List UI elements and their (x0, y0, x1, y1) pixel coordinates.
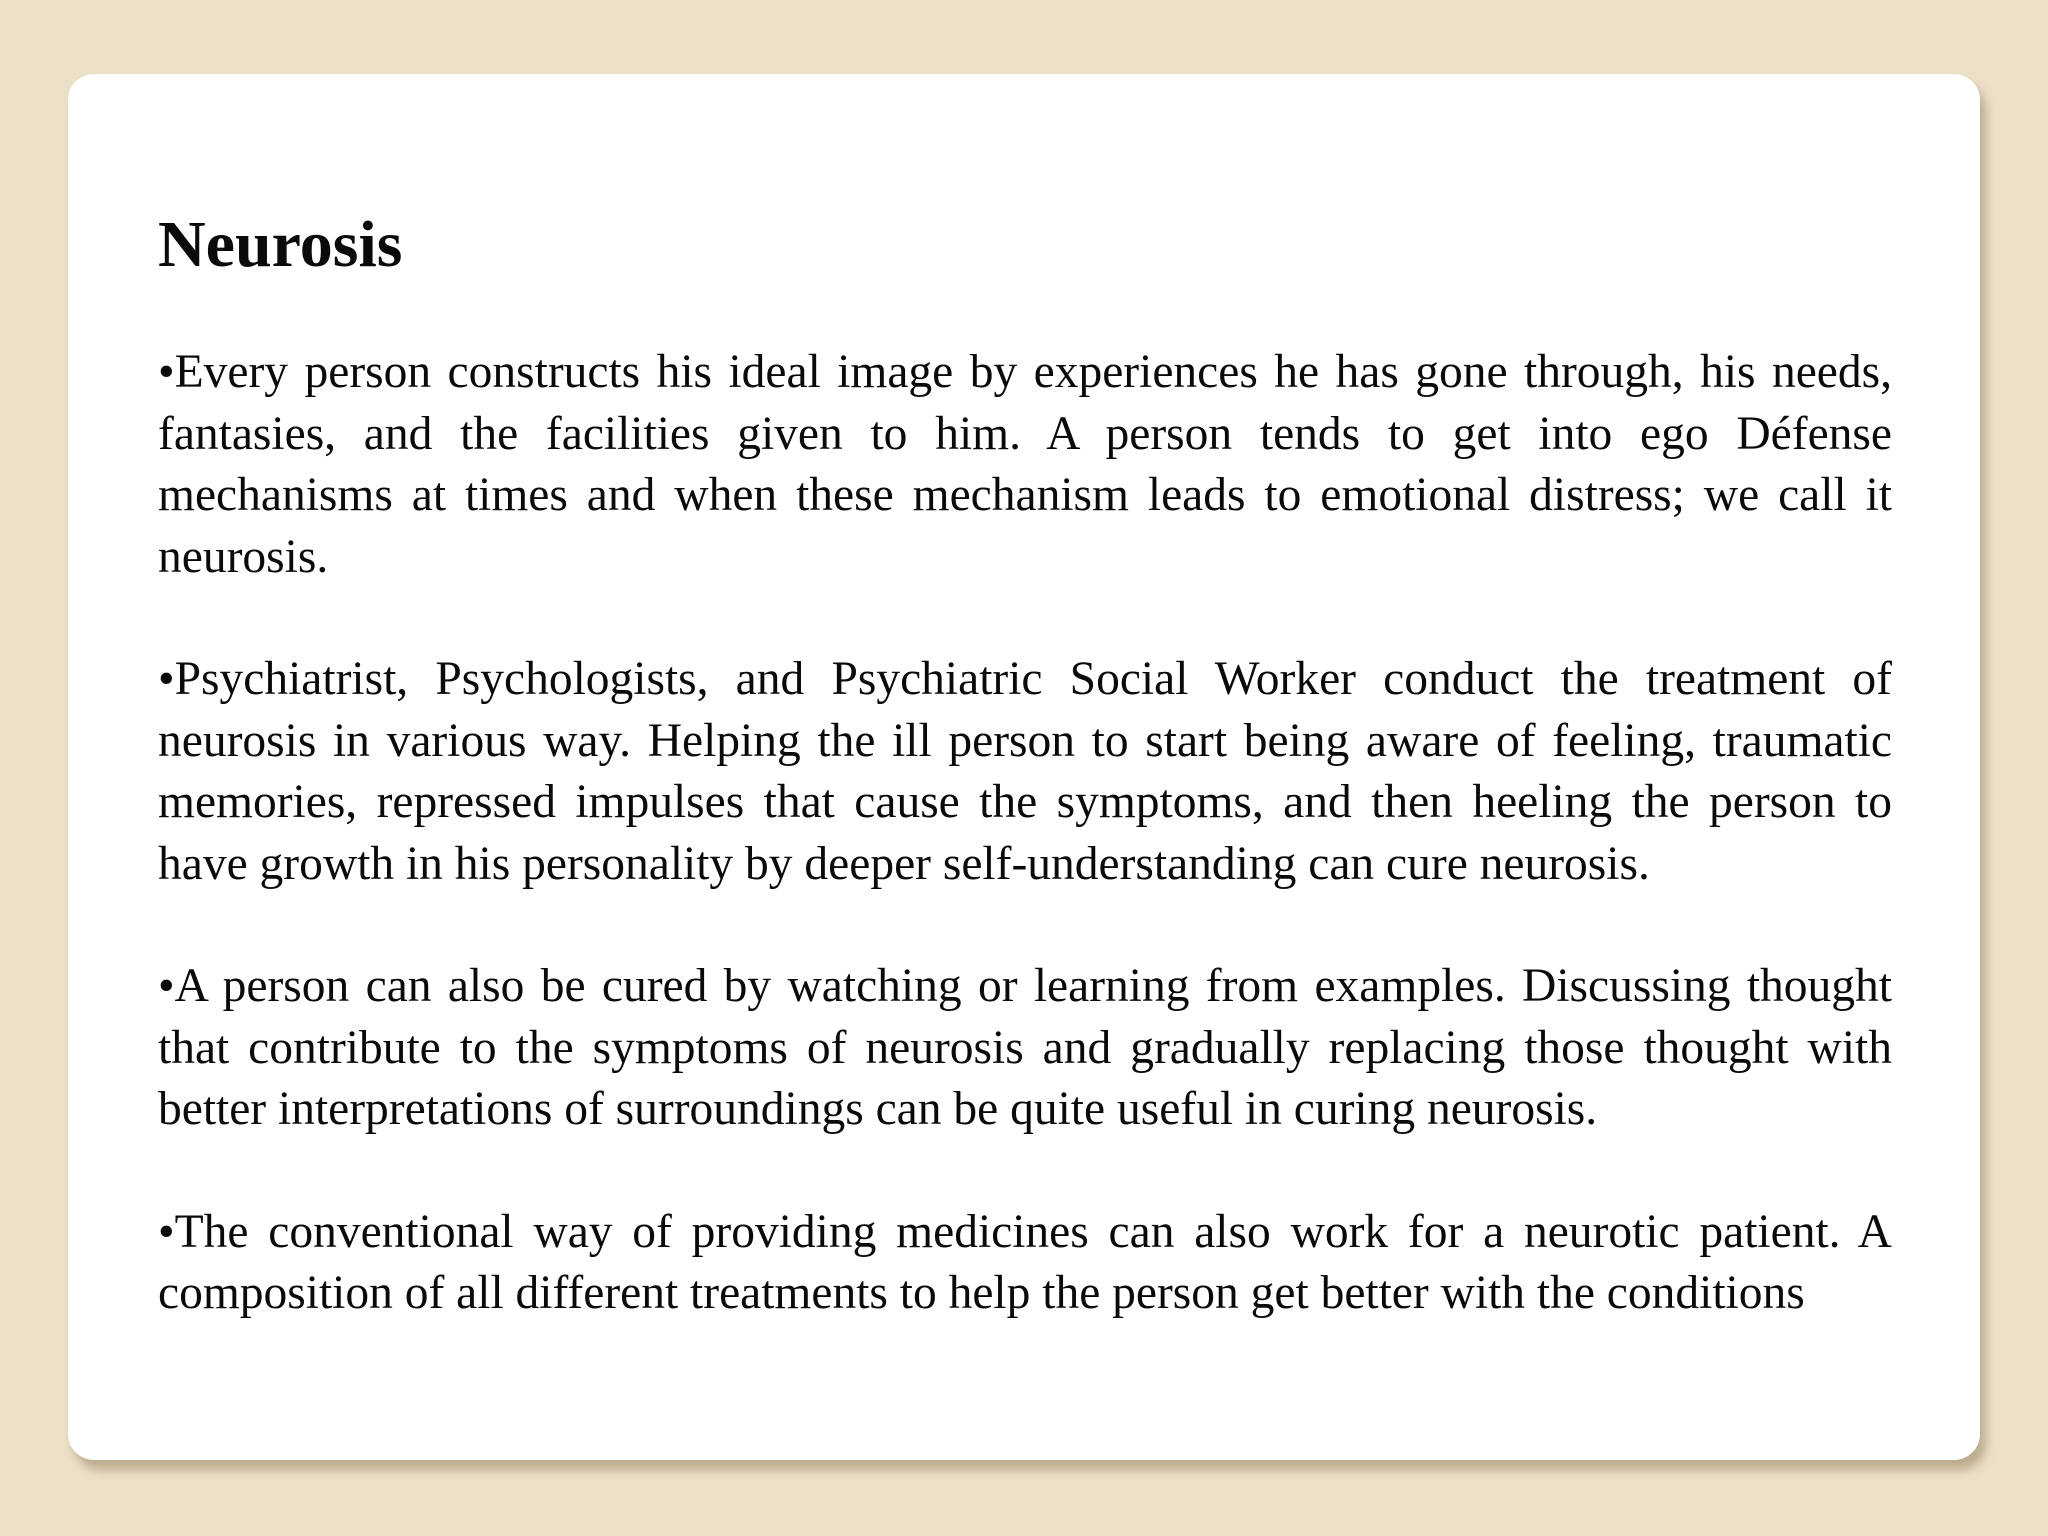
slide-title: Neurosis (158, 208, 403, 281)
bullet-paragraph-1: •Every person constructs his ideal image by experiences he has gone through, his needs, fantasies, and the facilities given to him. A person tends to get into ego Défense mechanisms at times and when these mechanism leads to emotional distress; we call it neurosis. (158, 346, 1892, 583)
slide-body (158, 342, 1892, 1325)
slide-card (68, 74, 1980, 1460)
bullet-paragraph-4: •The conventional way of providing medicines can also work for a neurotic patient. A composition of all different treatments to help the person get better with the conditions (158, 1205, 1892, 1319)
bullet-paragraph-2: •Psychiatrist, Psychologists, and Psychiatric Social Worker conduct the treatment of neurosis in various way. Helping the ill person to start being aware of feeling, traumatic memories, repressed impulses that cause the symptoms, and then heeling the person to have growth in his personality by deeper self-understanding can cure neurosis. (158, 653, 1892, 890)
bullet-paragraph-3: •A person can also be cured by watching or learning from examples. Discussing thought that contribute to the symptoms of neurosis and gradually replacing those thought with better interpretations of surroundings can be quite useful in curing neurosis. (158, 960, 1892, 1135)
